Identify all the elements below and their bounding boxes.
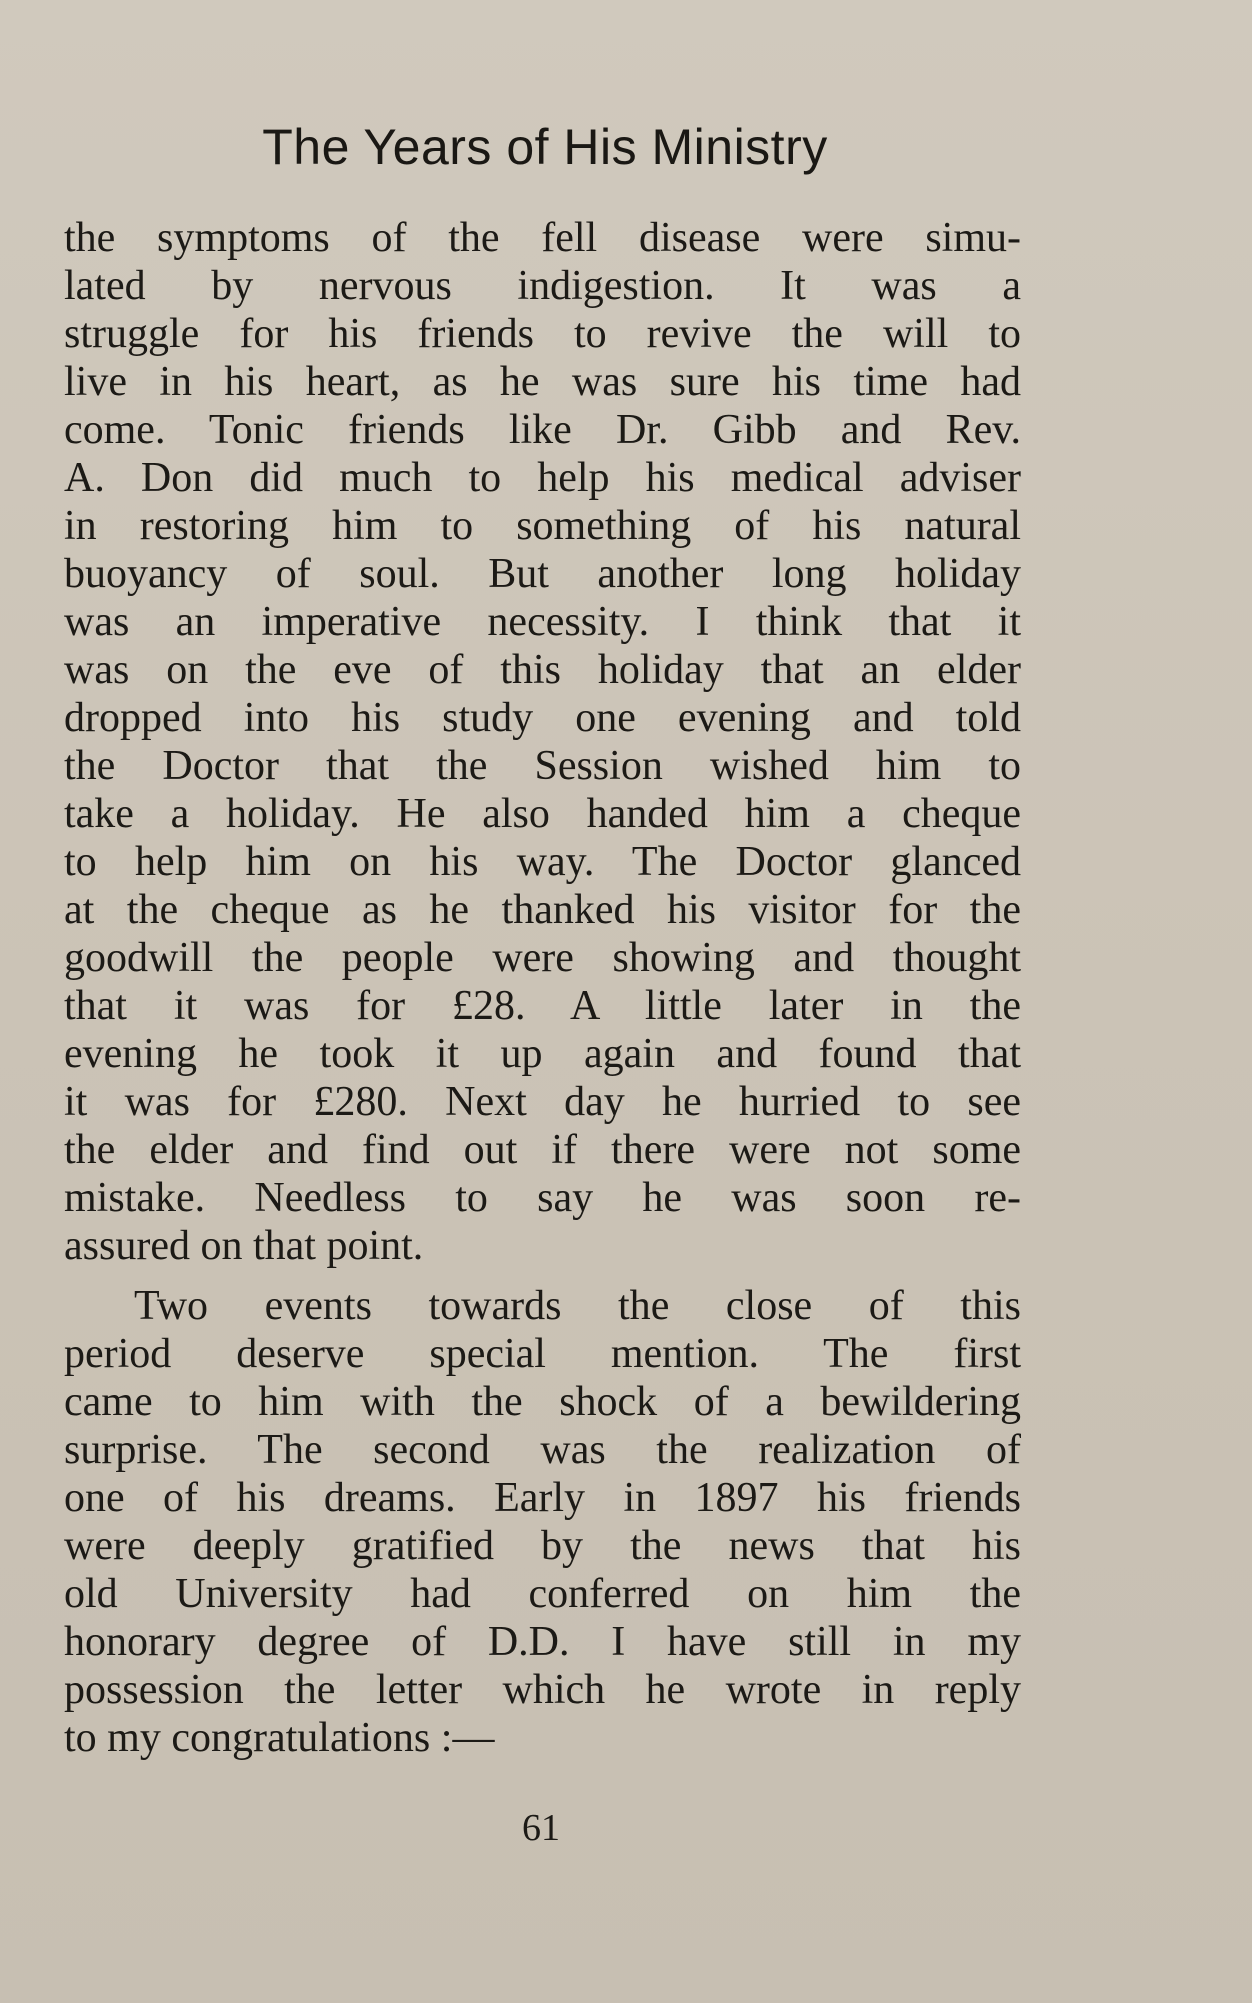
text-line: it was for £280. Next day he hurried to see	[64, 1079, 1021, 1125]
body-text	[64, 214, 1021, 1762]
text-line: were deeply gratified by the news that his	[64, 1523, 1021, 1569]
text-line: the Doctor that the Session wished him to	[64, 743, 1021, 789]
text-line: buoyancy of soul. But another long holiday	[64, 551, 1021, 597]
text-line: to my congratulations :—	[64, 1715, 495, 1761]
text-line: Two events towards the close of this	[134, 1283, 1021, 1329]
text-line: one of his dreams. Early in 1897 his friends	[64, 1475, 1021, 1521]
text-line: goodwill the people were showing and thought	[64, 935, 1021, 981]
paragraph-2	[64, 1282, 1021, 1762]
text-line: take a holiday. He also handed him a cheque	[64, 791, 1021, 837]
text-line: was on the eve of this holiday that an elder	[64, 647, 1021, 693]
text-line: come. Tonic friends like Dr. Gibb and Rev.	[64, 407, 1021, 453]
text-line: possession the letter which he wrote in reply	[64, 1667, 1021, 1713]
text-line: assured on that point.	[64, 1223, 424, 1269]
text-line: in restoring him to something of his natural	[64, 503, 1021, 549]
text-line: period deserve special mention. The first	[64, 1331, 1021, 1377]
paragraph-1	[64, 214, 1021, 1270]
text-line: came to him with the shock of a bewildering	[64, 1379, 1021, 1425]
text-line: mistake. Needless to say he was soon re-	[64, 1175, 1021, 1221]
text-line: the symptoms of the fell disease were simu-	[64, 215, 1021, 261]
running-head: The Years of His Ministry	[262, 119, 828, 175]
text-line: the elder and find out if there were not some	[64, 1127, 1021, 1173]
text-line: struggle for his friends to revive the will to	[64, 311, 1021, 357]
text-line: dropped into his study one evening and told	[64, 695, 1021, 741]
text-line: honorary degree of D.D. I have still in my	[64, 1619, 1021, 1665]
text-line: to help him on his way. The Doctor glanced	[64, 839, 1021, 885]
text-line: at the cheque as he thanked his visitor for the	[64, 887, 1021, 933]
text-line: was an imperative necessity. I think that it	[64, 599, 1021, 645]
text-line: lated by nervous indigestion. It was a	[64, 263, 1021, 309]
text-line: evening he took it up again and found that	[64, 1031, 1021, 1077]
page-number: 61	[522, 1807, 560, 1849]
paragraph-gap	[64, 1270, 1021, 1282]
text-line: that it was for £28. A little later in the	[64, 983, 1021, 1029]
text-line: A. Don did much to help his medical adviser	[64, 455, 1021, 501]
text-line: live in his heart, as he was sure his time had	[64, 359, 1021, 405]
text-line: old University had conferred on him the	[64, 1571, 1021, 1617]
text-line: surprise. The second was the realization of	[64, 1427, 1021, 1473]
